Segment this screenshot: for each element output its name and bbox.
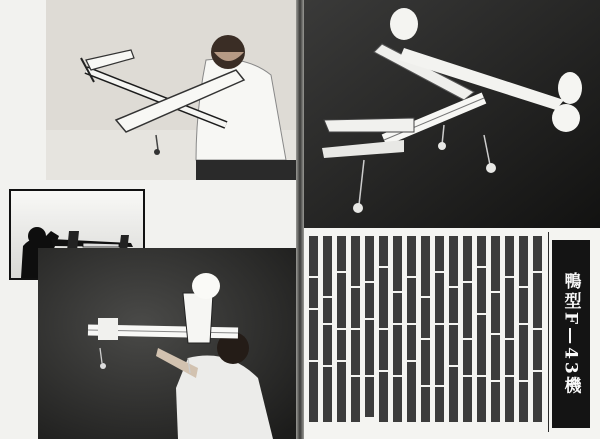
text-column [532, 236, 543, 432]
photo-plane-in-flight [304, 0, 600, 228]
text-column [434, 236, 445, 432]
photo-man-holding-plane-image [46, 0, 296, 180]
text-column [364, 236, 375, 432]
photo-plane-in-flight-image [304, 0, 600, 228]
text-column [476, 236, 487, 432]
text-column [504, 236, 515, 432]
photo-man-launching-plane-image [38, 248, 296, 439]
text-column [462, 236, 473, 432]
text-column [322, 236, 333, 432]
photo-man-launching-plane [38, 248, 296, 439]
text-column [392, 236, 403, 432]
text-column [308, 236, 319, 432]
title-rule [548, 232, 549, 432]
photo-man-holding-plane [46, 0, 296, 180]
text-column [350, 236, 361, 432]
article-title: 鴨型F—43機 [560, 271, 581, 397]
text-column [336, 236, 347, 432]
center-gutter [296, 0, 304, 439]
text-column [490, 236, 501, 432]
text-column [420, 236, 431, 432]
article-title-box [552, 240, 590, 428]
text-column [518, 236, 529, 432]
text-column [406, 236, 417, 432]
text-column [448, 236, 459, 432]
text-column [378, 236, 389, 432]
